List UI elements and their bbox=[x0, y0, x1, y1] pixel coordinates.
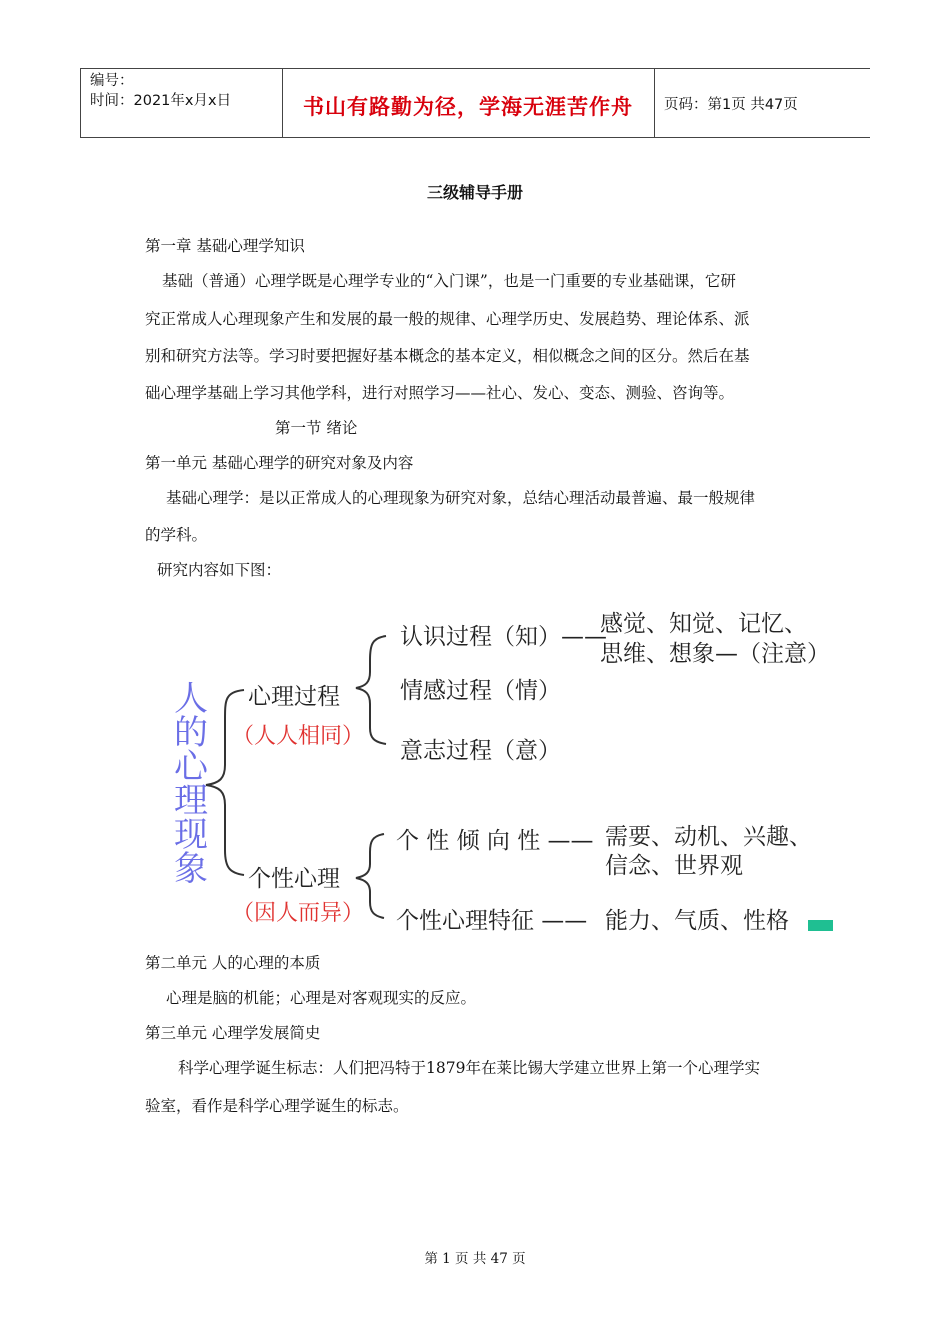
diagram-root-text: 人的心理现象 bbox=[174, 679, 208, 889]
intro-line: 基础（普通）心理学既是心理学专业的“入门课”，也是一门重要的专业基础课，它研 bbox=[162, 272, 736, 290]
branch2-label: 个性心理 bbox=[248, 866, 340, 892]
intro-line: 别和研究方法等。学习时要把握好基本概念的基本定义，相似概念之间的区分。然后在基 bbox=[145, 347, 750, 365]
number-label: 编号： bbox=[90, 73, 134, 89]
unit3-line: 科学心理学诞生标志：人们把冯特于1879年在莱比锡大学建立世界上第一个心理学实 bbox=[178, 1059, 760, 1077]
section-heading: 第一节 绪论 bbox=[275, 419, 358, 437]
diagram-root bbox=[174, 679, 214, 889]
cognition-item: 认识过程（知）—— bbox=[400, 624, 607, 650]
intro-line: 究正常成人心理现象产生和发展的最一般的规律、心理学历史、发展趋势、理论体系、派 bbox=[145, 310, 750, 328]
unit3-line: 验室，看作是科学心理学诞生的标志。 bbox=[145, 1097, 409, 1115]
chapter-heading: 第一章 基础心理学知识 bbox=[145, 237, 305, 255]
unit2-text: 心理是脑的机能；心理是对客观现实的反应。 bbox=[166, 989, 477, 1007]
cognition-detail: 感觉、知觉、记忆、 bbox=[600, 611, 807, 637]
branch1-note: （人人相同） bbox=[232, 724, 365, 749]
unit1-heading: 第一单元 基础心理学的研究对象及内容 bbox=[145, 454, 414, 472]
document-title: 三级辅导手册 bbox=[426, 183, 523, 202]
cognition-detail: 思维、想象—（注意） bbox=[600, 641, 830, 667]
header-motto: 书山有路勤为径，学海无涯苦作舟 bbox=[303, 94, 633, 119]
intro-line: 础心理学基础上学习其他学科，进行对照学习——社心、发心、变态、测验、咨询等。 bbox=[145, 384, 735, 402]
will-item: 意志过程（意） bbox=[400, 738, 561, 764]
branch2-note: （因人而异） bbox=[232, 901, 365, 926]
tendency-item: 个 性 倾 向 性 —— bbox=[396, 828, 594, 854]
unit3-heading: 第三单元 心理学发展简史 bbox=[145, 1024, 321, 1042]
unit2-heading: 第二单元 人的心理的本质 bbox=[145, 954, 321, 972]
traits-item: 个性心理特征 —— bbox=[396, 908, 588, 934]
tendency-detail: 信念、世界观 bbox=[605, 853, 743, 879]
branch1-label: 心理过程 bbox=[248, 684, 340, 710]
tendency-detail: 需要、动机、兴趣、 bbox=[605, 824, 812, 850]
page-footer: 第 1 页 共 47 页 bbox=[424, 1251, 526, 1267]
time-label: 时间：2021年x月x日 bbox=[90, 93, 232, 109]
definition-line: 的学科。 bbox=[145, 526, 208, 544]
corner-mark bbox=[808, 920, 833, 931]
emotion-item: 情感过程（情） bbox=[400, 678, 561, 704]
definition-line: 基础心理学：是以正常成人的心理现象为研究对象，总结心理活动最普遍、最一般规律 bbox=[166, 489, 756, 507]
header-page-info: 页码：第1页 共47页 bbox=[664, 97, 798, 113]
content-intro: 研究内容如下图： bbox=[157, 561, 282, 579]
traits-detail: 能力、气质、性格 bbox=[605, 908, 789, 934]
